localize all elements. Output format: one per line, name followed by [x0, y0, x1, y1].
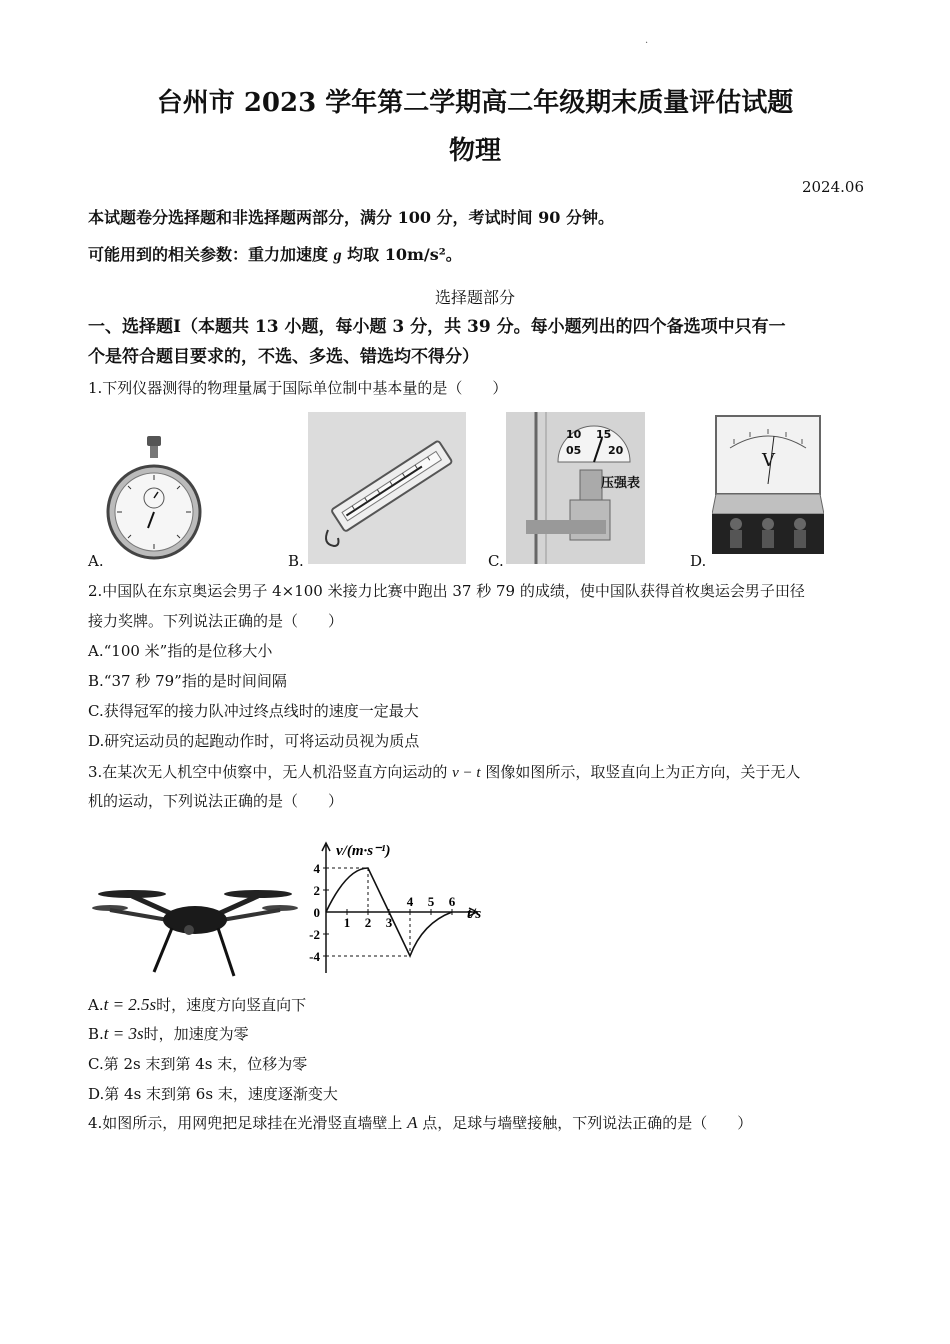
intro-line-2 [88, 244, 462, 267]
x-axis-label: t/s [467, 906, 482, 922]
q1-label-b: B. [288, 552, 304, 570]
q3-option-a-math: t = 2.5s [103, 995, 157, 1014]
q3-stem-1a: 3.在某次无人机空中侦察中，无人机沿竖直方向运动的 [88, 763, 453, 781]
section-heading-1: 一、选择题Ⅰ（本题共 13 小题，每小题 3 分，共 39 分。每小题列出的四个备选项中只有一 [88, 317, 786, 337]
stopwatch-image [104, 432, 204, 562]
exam-date: 2024.06 [801, 178, 864, 196]
y-tick-2: 2 [313, 883, 320, 898]
q3-stem-2: 机的运动，下列说法正确的是（ ） [88, 792, 344, 810]
y-tick-0: 0 [313, 905, 320, 920]
vt-graph [300, 822, 520, 982]
q3-option-b [88, 1023, 249, 1045]
q2-option-c: C.获得冠军的接力队冲过终点线时的速度一定最大 [88, 702, 419, 720]
intro-line-1: 本试题卷分选择题和非选择题两部分，满分 100 分，考试时间 90 分钟。 [88, 208, 614, 227]
intro-line-2-suffix: 均取 10m/s²。 [341, 245, 462, 264]
vt-symbol: v − t [452, 765, 481, 781]
point-a-symbol: A [407, 1113, 418, 1132]
q3-option-c: C.第 2s 末到第 4s 末，位移为零 [88, 1055, 308, 1073]
q2-option-b: B.“37 秒 79”指的是时间间隔 [88, 672, 287, 690]
q3-option-b-letter: B. [88, 1025, 104, 1043]
q1-label-a: A. [88, 552, 104, 570]
q2-stem-1: 2.中国队在东京奥运会男子 4×100 米接力比赛中跑出 37 秒 79 的成绩，使中国队获得首枚奥运会男子田径 [88, 582, 805, 600]
x-tick-5: 5 [427, 894, 435, 909]
q1-label-c: C. [488, 552, 504, 570]
spring-scale-image [308, 412, 466, 564]
q2-stem-2: 接力奖牌。下列说法正确的是（ ） [88, 612, 344, 630]
gauge-tick-15: 15 [596, 428, 612, 441]
corner-mark: · [645, 38, 649, 49]
voltmeter-symbol: V [762, 450, 775, 471]
subject-title: 物理 [448, 136, 501, 166]
q4-stem-b: 点，足球与墙壁接触，下列说法正确的是（ ） [417, 1114, 753, 1132]
q2-option-a: A.“100 米”指的是位移大小 [88, 642, 273, 660]
section-heading-2: 个是符合题目要求的，不选、多选、错选均不得分） [88, 347, 479, 367]
q4-stem [88, 1112, 752, 1134]
x-tick-2: 2 [364, 915, 372, 930]
q3-option-b-text: 时，加速度为零 [143, 1025, 249, 1043]
q3-stem-1b: 图像如图所示，取竖直向上为正方向，关于无人 [480, 763, 801, 781]
gauge-tick-05: 05 [566, 444, 582, 457]
gravity-symbol: g [333, 247, 342, 264]
exam-title: 台州市 2023 学年第二学期高二年级期末质量评估试题 [156, 88, 794, 118]
x-tick-6: 6 [448, 894, 456, 909]
section-title: 选择题部分 [434, 288, 515, 307]
q3-stem-1 [88, 761, 800, 784]
q3-option-d: D.第 4s 末到第 6s 末，速度逐渐变大 [88, 1085, 338, 1103]
q3-option-a-letter: A. [88, 996, 104, 1014]
q4-stem-a: 4.如图所示，用网兜把足球挂在光滑竖直墙壁上 [88, 1114, 408, 1132]
x-tick-1: 1 [343, 915, 351, 930]
voltmeter-image [712, 414, 824, 562]
q3-option-b-math: t = 3s [103, 1024, 144, 1043]
q2-option-d: D.研究运动员的起跑动作时，可将运动员视为质点 [88, 732, 420, 750]
q3-option-a [88, 994, 306, 1016]
x-tick-3: 3 [385, 915, 393, 930]
y-tick--4: -4 [309, 949, 320, 964]
drone-image [92, 880, 298, 980]
gauge-tick-10: 10 [566, 428, 582, 441]
x-tick-4: 4 [406, 894, 414, 909]
gauge-tick-20: 20 [608, 444, 624, 457]
pressure-gauge-label: 压强表 [601, 476, 641, 491]
y-tick--2: -2 [309, 927, 320, 942]
q1-stem: 1.下列仪器测得的物理量属于国际单位制中基本量的是（ ） [88, 379, 508, 397]
y-tick-4: 4 [313, 861, 320, 876]
y-axis-label: v/(m·s⁻¹) [336, 843, 391, 859]
q3-option-a-text: 时，速度方向竖直向下 [156, 996, 307, 1014]
intro-line-2-prefix: 可能用到的相关参数：重力加速度 [88, 245, 334, 264]
q1-label-d: D. [690, 552, 707, 570]
